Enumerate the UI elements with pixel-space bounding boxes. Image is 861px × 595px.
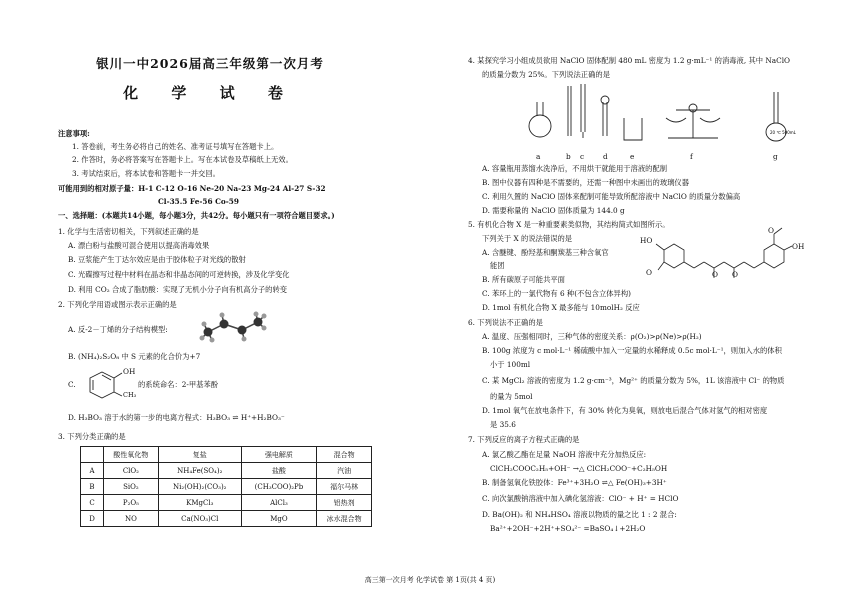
q5-option-a-cont: 能团 [490,261,505,270]
table-cell: ClO₂ [104,463,159,479]
table-cell: 汽油 [317,463,372,479]
table-cell: KMgCl₃ [158,495,241,511]
table-row [81,495,372,511]
q6-option-c-cont: 的量为 5mol [490,392,533,401]
question-5-sub: 下列关于 X 的说法错误的是 [482,234,573,243]
table-cell: (CH₃COO)₂Pb [241,479,316,495]
q4-option-c: C. 利用久置的 NaClO 固体来配制可能导致所配溶液中 NaClO 的质量分数偏高 [482,192,741,201]
notice-item: 1. 答卷前，考生务必将自己的姓名、准考证号填写在答题卡上。 [72,142,279,151]
table-header [81,447,104,463]
table-cell: NH₄Fe(SO₄)₂ [158,463,241,479]
q2-option-b: B. (NH₄)₂S₂O₈ 中 S 元素的化合价为+7 [68,352,201,361]
question-3-stem: 3. 下列分类正确的是 [58,432,126,441]
ho-label: HO [640,236,653,245]
table-header: 混合物 [317,447,372,463]
methoxy-o-label-2: O [768,226,774,235]
ketone-o-label: O [712,270,718,279]
section-heading: 一、选择题：(本题共14小题，每小题3分，共42分。每小题只有一项符合题目要求。) [58,211,335,220]
q7-option-a: A. 氯乙酸乙酯在足量 NaOH 溶液中充分加热反应: [482,450,647,459]
page-footer: 高三第一次月考 化学试卷 第 1页(共 4 页) [364,576,496,584]
oh-label-right: OH [792,242,805,251]
table-cell: 冰水混合物 [317,511,372,527]
table-row [81,479,372,495]
q5-option-b: B. 所有碳原子可能共平面 [482,275,565,284]
classification-table [80,446,372,527]
table-cell: Ni₂(OH)₂(CO₃)₂ [158,479,241,495]
apparatus-label-a: a [536,152,541,161]
table-header: 强电解质 [241,447,316,463]
atomic-masses-2: Cl-35.5 Fe-56 Co-59 [158,197,239,206]
q6-option-a: A. 温度、压强相同时，三种气体的密度关系：ρ(O₂)>ρ(Ne)>ρ(H₂) [482,332,702,341]
table-cell: AlCl₃ [241,495,316,511]
table-cell: MgO [241,511,316,527]
atomic-masses: 可能用到的相对原子量：H-1 C-12 O-16 Ne-20 Na-23 Mg-24 Al-27 S-32 [58,184,326,193]
apparatus-label-c: c [580,152,585,161]
table-cell: B [81,479,104,495]
q5-option-d: D. 1mol 有机化合物 X 最多能与 10molH₂ 反应 [482,303,640,312]
q1-option-c: C. 光碟擦写过程中材料在晶态和非晶态间的可逆转换，涉及化学变化 [68,270,290,279]
q1-option-d: D. 利用 CO₂ 合成了脂肪酸：实现了无机小分子向有机高分子的转变 [68,285,288,294]
q7-option-b: B. 制备氢氧化铁胶体：Fe³⁺+3H₂O ⇌△ Fe(OH)₃+3H⁺ [482,478,667,487]
table-cell: NO [104,511,159,527]
q4-option-d: D. 需要称量的 NaClO 固体质量为 144.0 g [482,206,625,215]
q1-option-a: A. 漂白粉与盐酸可混合使用以提高消毒效果 [68,241,210,250]
oh-label: OH [123,367,136,376]
question-1-stem: 1. 化学与生活密切相关，下列叙述正确的是 [58,227,199,236]
q6-option-b: B. 100g 浓度为 c mol·L⁻¹ 稀硫酸中加入一定量的水稀释成 0.5c mol·L⁻¹，则加入水的体积 [482,346,782,355]
q7-option-d: D. Ba(OH)₂ 和 NH₄HSO₄ 溶液以物质的量之比 1 : 2 混合: [482,510,677,519]
exam-subtitle: 化 学 试 卷 [123,84,297,102]
q6-option-b-cont: 小于 100ml [490,360,531,369]
exam-title: 银川一中2026届高三年级第一次月考 [96,56,324,71]
table-cell: P₂O₅ [104,495,159,511]
table-cell: 福尔马林 [317,479,372,495]
q7-option-a-eq: ClCH₂COOC₂H₅+OH⁻ →△ ClCH₂COO⁻+C₂H₅OH [490,464,668,473]
table-header: 酸性氧化物 [104,447,159,463]
apparatus-label-b: b [566,152,571,161]
question-2-stem: 2. 下列化学用语或图示表示正确的是 [58,300,177,309]
q5-option-c: C. 苯环上的一氯代物有 6 种(不包含立体异构) [482,289,631,298]
table-cell: SiO₂ [104,479,159,495]
q6-option-d: D. 1mol 氧气在放电条件下，有 30% 转化为臭氧，则放电后混合气体对氢气的相对密度 [482,406,768,415]
table-header: 复盐 [158,447,241,463]
butene-ball-stick-model [198,310,268,344]
q2-option-c: C. [68,380,76,389]
q7-option-d-eq: Ba²⁺+2OH⁻+2H⁺+SO₄²⁻ =BaSO₄↓+2H₂O [490,524,646,533]
table-cell: D [81,511,104,527]
lab-apparatus-figure [518,80,808,152]
table-cell: 盐酸 [241,463,316,479]
question-4-stem: 4. 某探究学习小组成员欲用 NaClO 固体配制 480 mL 密度为 1.2 g·mL⁻¹ 的消毒液, 其中 NaClO [468,56,791,65]
q6-option-d-cont: 是 35.6 [490,420,516,429]
notice-item: 2. 作答时，务必将答案写在答题卡上。写在本试卷及草稿纸上无效。 [72,155,293,164]
table-cell: 铝热剂 [317,495,372,511]
apparatus-label-d: d [603,152,608,161]
q7-option-c: C. 向次氯酸钠溶液中加入碘化氢溶液：ClO⁻ + H⁺ = HClO [482,494,679,503]
ch3-label: CH₃ [123,391,137,399]
q4-option-a: A. 容量瓶用蒸馏水洗净后，不用烘干就能用于溶液的配制 [482,164,668,173]
ketone-o-label-2: O [732,270,738,279]
curcumin-structure [654,222,804,284]
apparatus-label-f: f [690,152,693,161]
q4-option-b: B. 图中仪器有四种是不需要的，还需一种图中未画出的玻璃仪器 [482,178,690,187]
q2-option-d: D. H₃BO₃ 溶于水的第一步的电离方程式：H₃BO₃ ⇌ H⁺+H₂BO₃⁻ [68,413,285,422]
notice-heading: 注意事项: [58,129,90,138]
table-cell: A [81,463,104,479]
flask-capacity-label: 20 ℃ 500mL [770,130,796,135]
table-row [81,511,372,527]
table-cell: C [81,495,104,511]
question-5-stem: 5. 有机化合物 X 是一种重要素类似物，其结构简式如图所示。 [468,220,670,229]
table-row [81,463,372,479]
table-cell: Ca(NO₃)Cl [158,511,241,527]
question-4-stem-2: 的质量分数为 25%。下列说法正确的是 [482,70,610,79]
table-header-row [81,447,372,463]
q2-option-a: A. 反-2－丁烯的分子结构模型: [68,325,168,334]
question-7-stem: 7. 下列反应的离子方程式正确的是 [468,435,580,444]
q6-option-c: C. 某 MgCl₂ 溶液的密度为 1.2 g·cm⁻³，Mg²⁺ 的质量分数为 5%，1L 该溶液中 Cl⁻ 的物质 [482,376,785,385]
methoxy-o-label: O [646,268,652,277]
apparatus-label-g: g [773,152,778,161]
apparatus-label-e: e [630,152,635,161]
q5-option-a: A. 含醚键、酚羟基和酮羰基三种含氧官 [482,248,609,257]
q1-option-b: B. 豆浆能产生丁达尔效应是由于胶体粒子对光线的散射 [68,255,246,264]
notice-item: 3. 考试结束后，将本试卷和答题卡一并交回。 [72,169,220,178]
q2-option-c-text: 的系统命名：2-甲基苯酚 [138,380,219,389]
question-6-stem: 6. 下列说法不正确的是 [468,318,543,327]
